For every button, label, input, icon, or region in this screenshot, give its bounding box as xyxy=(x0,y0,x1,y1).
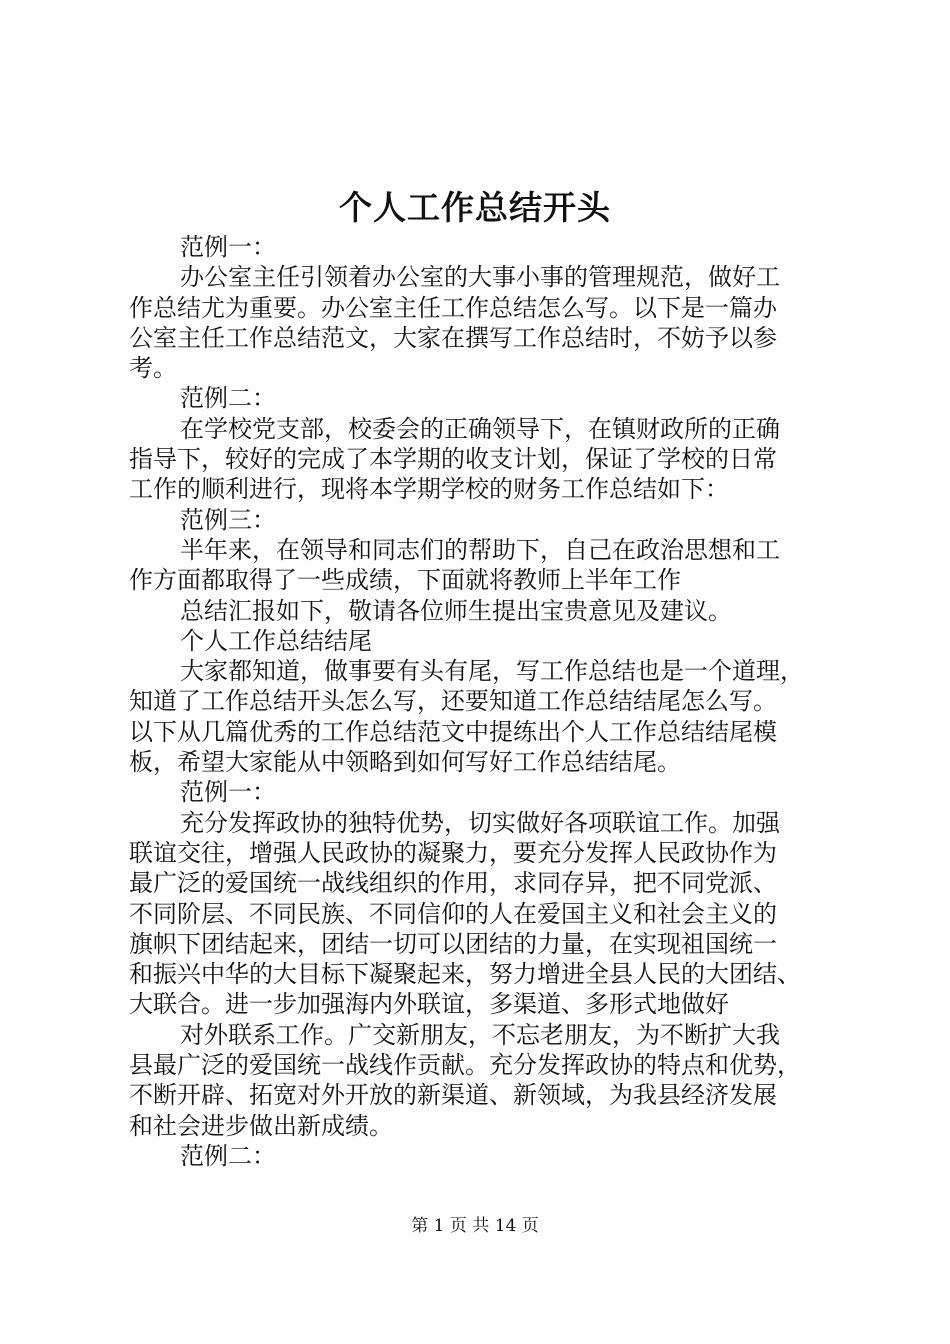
paragraph-line: 大家都知道，做事要有头有尾，写工作总结也是一个道理， xyxy=(180,657,804,686)
paragraph-line: 不同阶层、不同民族、不同信仰的人在爱国主义和社会主义的 xyxy=(129,899,777,928)
paragraph-line: 县最广泛的爱国统一战线作贡献。充分发挥政协的特点和优势， xyxy=(129,1051,801,1080)
paragraph-line: 以下从几篇优秀的工作总结范文中提练出个人工作总结结尾模 xyxy=(129,717,777,746)
example-heading: 范例一： xyxy=(180,778,276,807)
paragraph-line: 作方面都取得了一些成绩，下面就将教师上半年工作 xyxy=(129,566,681,595)
paragraph-line: 旗帜下团结起来，团结一切可以团结的力量，在实现祖国统一 xyxy=(129,929,777,958)
paragraph-line: 对外联系工作。广交新朋友，不忘老朋友，为不断扩大我 xyxy=(180,1020,780,1049)
paragraph-line: 作总结尤为重要。办公室主任工作总结怎么写。以下是一篇办 xyxy=(129,293,777,322)
paragraph-line: 联谊交往，增强人民政协的凝聚力，要充分发挥人民政协作为 xyxy=(129,838,777,867)
paragraph-line: 不断开辟、拓宽对外开放的新渠道、新领域，为我县经济发展 xyxy=(129,1081,777,1110)
paragraph-line: 办公室主任引领着办公室的大事小事的管理规范，做好工 xyxy=(180,263,780,292)
paragraph-line: 大联合。进一步加强海内外联谊，多渠道、多形式地做好 xyxy=(129,990,729,1019)
paragraph-line: 半年来，在领导和同志们的帮助下，自己在政治思想和工 xyxy=(180,535,780,564)
document-body xyxy=(129,232,829,1171)
paragraph-line: 考。 xyxy=(129,354,177,383)
page-number-footer: 第 1 页 共 14 页 xyxy=(411,1216,539,1236)
paragraph-line: 总结汇报如下，敬请各位师生提出宝贵意见及建议。 xyxy=(180,596,732,625)
paragraph-line: 最广泛的爱国统一战线组织的作用，求同存异，把不同党派、 xyxy=(129,869,777,898)
paragraph-line: 在学校党支部，校委会的正确领导下，在镇财政所的正确 xyxy=(180,414,780,443)
paragraph-line: 公室主任工作总结范文，大家在撰写工作总结时，不妨予以参 xyxy=(129,323,777,352)
paragraph-line: 指导下，较好的完成了本学期的收支计划，保证了学校的日常 xyxy=(129,445,777,474)
example-heading: 范例二： xyxy=(180,384,276,413)
paragraph-line: 板，希望大家能从中领略到如何写好工作总结结尾。 xyxy=(129,748,681,777)
paragraph-line: 工作的顺利进行，现将本学期学校的财务工作总结如下： xyxy=(129,475,729,504)
example-heading: 范例一： xyxy=(180,233,276,261)
paragraph-line: 和社会进步做出新成绩。 xyxy=(129,1111,393,1140)
example-heading: 范例二： xyxy=(180,1141,276,1170)
page-title: 个人工作总结开头 xyxy=(339,188,611,227)
paragraph-line: 充分发挥政协的独特优势，切实做好各项联谊工作。加强 xyxy=(180,808,780,837)
section-heading: 个人工作总结结尾 xyxy=(180,626,372,655)
paragraph-line: 知道了工作总结开头怎么写，还要知道工作总结结尾怎么写。 xyxy=(129,687,777,716)
paragraph-line: 和振兴中华的大目标下凝聚起来，努力增进全县人民的大团结、 xyxy=(129,960,801,989)
example-heading: 范例三： xyxy=(180,505,276,534)
